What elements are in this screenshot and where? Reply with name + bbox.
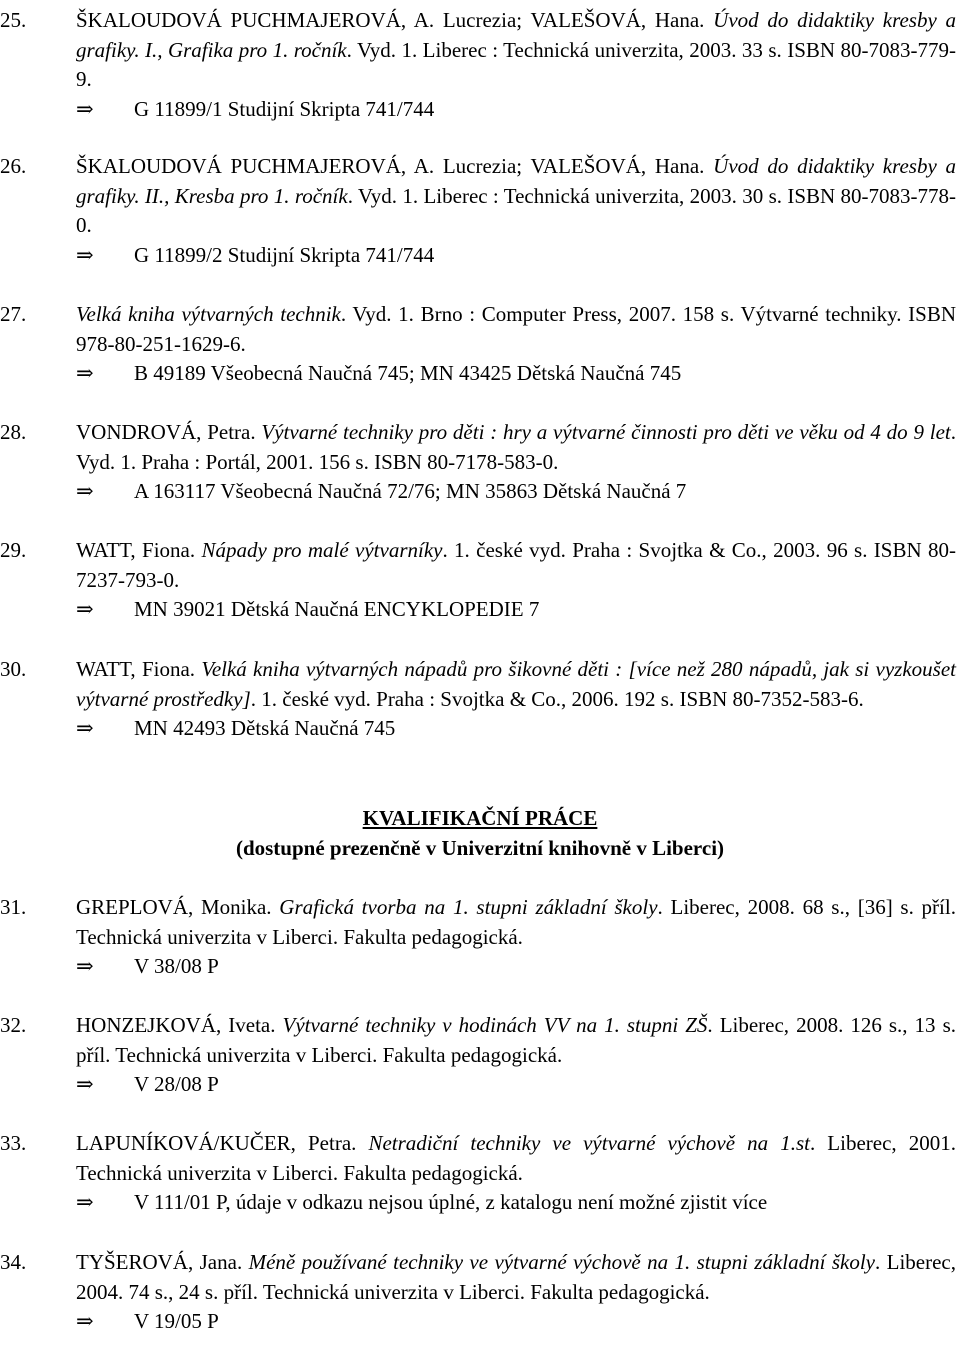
section-subtitle: (dostupné prezenčně v Univerzitní knihovně v Liberci)	[235, 835, 725, 860]
entry-citation	[76, 655, 956, 714]
entry-title: Méně používané techniky ve výtvarné výchově na 1. stupni základní školy	[248, 1250, 875, 1274]
entry-citation	[76, 1129, 956, 1188]
bibliography-entry	[0, 893, 960, 982]
entry-number: 29.	[0, 538, 27, 562]
entry-location: V 111/01 P, údaje v odkazu nejsou úplné, z katalogu není možné zjistit více	[134, 1190, 768, 1214]
entry-details: . Vyd. 1. Brno : Computer Press, 2007. 158 s. Výtvarné techniky. ISBN 978-80-251-1629-6.	[76, 302, 957, 356]
entry-title: Výtvarné techniky pro děti : hry a výtvarné činnosti pro děti ve věku od 4 do 9 let	[261, 420, 951, 444]
entry-number: 34.	[0, 1250, 27, 1274]
arrow-icon: ⇒	[76, 242, 94, 267]
entry-author: LAPUNÍKOVÁ/KUČER, Petra.	[76, 1131, 369, 1155]
entry-title: Netradiční techniky ve výtvarné výchově na 1.st	[368, 1131, 810, 1155]
arrow-icon: ⇒	[76, 1190, 94, 1214]
entry-details: . Liberec, 2008. 68 s., [36] s. příl. Technická univerzita v Liberci. Fakulta pedagogická.	[76, 895, 956, 949]
entry-number: 30.	[0, 657, 27, 681]
entry-details: . Liberec, 2008. 126 s., 13 s. příl. Technická univerzita v Liberci. Fakulta pedagogická.	[76, 1013, 956, 1067]
entry-location: MN 42493 Dětská Naučná 745	[134, 716, 396, 740]
arrow-icon: ⇒	[76, 361, 94, 385]
arrow-icon: ⇒	[76, 96, 94, 121]
bibliography-entry	[0, 300, 960, 389]
entry-location: MN 39021 Dětská Naučná ENCYKLOPEDIE 7	[134, 597, 540, 621]
entry-location: V 19/05 P	[134, 1309, 219, 1333]
entry-citation	[76, 300, 956, 359]
entry-location-line	[76, 95, 960, 125]
entry-author: ŠKALOUDOVÁ PUCHMAJEROVÁ, A. Lucrezia; VALEŠOVÁ, Hana.	[76, 8, 714, 32]
entry-location: V 28/08 P	[134, 1072, 219, 1096]
entry-title: Výtvarné techniky v hodinách VV na 1. stupni ZŠ	[282, 1013, 708, 1037]
entry-author: HONZEJKOVÁ, Iveta.	[76, 1013, 283, 1037]
entry-number: 25.	[0, 8, 27, 32]
entry-citation	[76, 893, 956, 952]
entry-title: Velká kniha výtvarných technik	[76, 302, 341, 326]
bibliography-entry	[0, 6, 960, 124]
entry-location-line	[76, 241, 960, 271]
bibliography-entry	[0, 536, 960, 625]
entry-location: B 49189 Všeobecná Naučná 745; MN 43425 Dětská Naučná 745	[134, 361, 682, 385]
entry-citation	[76, 536, 956, 595]
entry-location-line	[76, 952, 960, 982]
entry-author: WATT, Fiona.	[76, 657, 202, 681]
entry-details: . Liberec, 2004. 74 s., 24 s. příl. Technická univerzita v Liberci. Fakulta pedagogická.	[76, 1250, 956, 1304]
section-title: KVALIFIKAČNÍ PRÁCE	[362, 806, 598, 830]
entry-details: . 1. české vyd. Praha : Svojtka & Co., 2006. 192 s. ISBN 80-7352-583-6.	[250, 686, 864, 711]
entry-number: 26.	[0, 154, 27, 178]
entry-location: V 38/08 P	[134, 954, 219, 978]
entry-citation	[76, 418, 956, 477]
entry-location-line	[76, 714, 960, 744]
entry-author: TYŠEROVÁ, Jana.	[76, 1250, 249, 1274]
entry-citation	[76, 1248, 956, 1307]
arrow-icon: ⇒	[76, 597, 94, 621]
bibliography-entry	[0, 1248, 960, 1337]
arrow-icon: ⇒	[76, 954, 94, 978]
entry-title: Úvod do didaktiky kresby a grafiky. II., Kresba pro 1. ročník	[76, 154, 956, 208]
entry-location: G 11899/1 Studijní Skripta 741/744	[134, 96, 435, 121]
entry-citation	[76, 6, 956, 95]
entry-location-line	[76, 1188, 960, 1218]
bibliography-entry	[0, 418, 960, 507]
entry-author: ŠKALOUDOVÁ PUCHMAJEROVÁ, A. Lucrezia; VALEŠOVÁ, Hana.	[76, 154, 714, 178]
entry-number: 33.	[0, 1131, 27, 1155]
entry-location-line	[76, 1307, 960, 1337]
bibliography-entry	[0, 1129, 960, 1218]
entry-number: 32.	[0, 1013, 27, 1037]
arrow-icon: ⇒	[76, 1072, 94, 1096]
entry-details: . Vyd. 1. Praha : Portál, 2001. 156 s. ISBN 80-7178-583-0.	[76, 420, 956, 474]
entry-author: GREPLOVÁ, Monika.	[76, 895, 280, 919]
entry-location-line	[76, 359, 960, 389]
arrow-icon: ⇒	[76, 716, 94, 740]
entry-details: . Liberec, 2001. Technická univerzita v Liberci. Fakulta pedagogická.	[76, 1131, 956, 1185]
bibliography-entry	[0, 152, 960, 270]
entry-details: . Vyd. 1. Liberec : Technická univerzita, 2003. 33 s. ISBN 80-7083-779-9.	[76, 37, 956, 91]
entry-author: VONDROVÁ, Petra.	[76, 420, 262, 444]
entry-location-line	[76, 1070, 960, 1100]
entry-number: 31.	[0, 895, 27, 919]
entry-location-line	[76, 477, 960, 507]
entry-title: Grafická tvorba na 1. stupni základní školy	[279, 895, 658, 919]
entry-details: . Vyd. 1. Liberec : Technická univerzita, 2003. 30 s. ISBN 80-7083-778-0.	[76, 183, 957, 237]
arrow-icon: ⇒	[76, 479, 94, 503]
entry-location: G 11899/2 Studijní Skripta 741/744	[134, 242, 435, 267]
entry-location-line	[76, 595, 960, 625]
entry-details: . 1. české vyd. Praha : Svojtka & Co., 2003. 96 s. ISBN 80-7237-793-0.	[76, 538, 956, 592]
section-heading	[0, 804, 960, 863]
arrow-icon: ⇒	[76, 1309, 94, 1333]
entry-title: Úvod do didaktiky kresby a grafiky. I., Grafika pro 1. ročník	[76, 8, 956, 62]
entry-citation	[76, 152, 956, 241]
entry-number: 28.	[0, 420, 27, 444]
entry-location: A 163117 Všeobecná Naučná 72/76; MN 35863 Dětská Naučná 7	[134, 479, 687, 503]
bibliography-entry	[0, 1011, 960, 1100]
entry-title: Nápady pro malé výtvarníky	[201, 538, 443, 562]
entry-author: WATT, Fiona.	[76, 538, 202, 562]
bibliography-entry	[0, 655, 960, 744]
entry-title: Velká kniha výtvarných nápadů pro šikovné děti : [více než 280 nápadů, jak si vyzkoušet výtvarné prostředky]	[76, 657, 956, 711]
entry-number: 27.	[0, 302, 27, 326]
entry-citation	[76, 1011, 956, 1070]
